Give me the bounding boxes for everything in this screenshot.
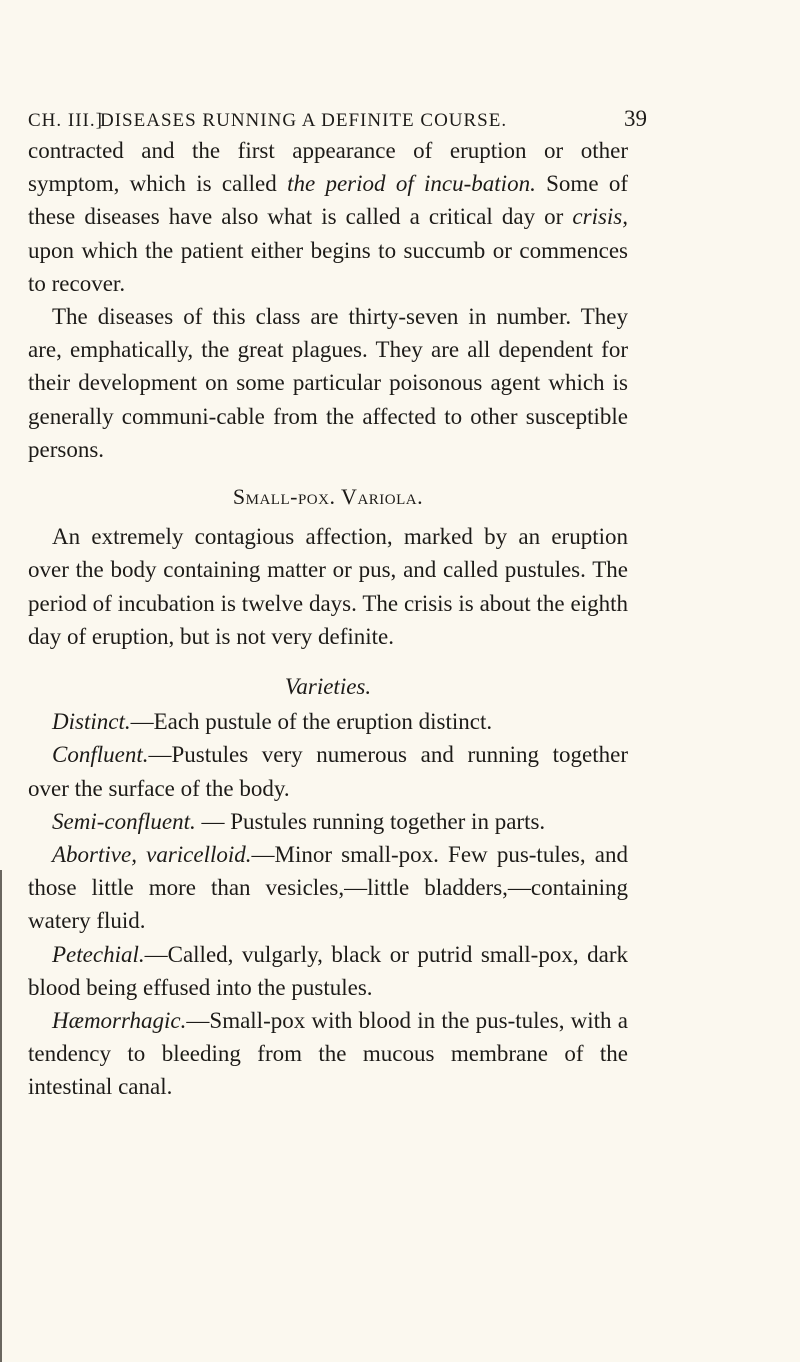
intro-text-3: upon which the patient either begins to succumb or commences to recover. — [28, 237, 628, 296]
variety-term: Hæmorrhagic. — [52, 1008, 187, 1034]
section-description: An extremely contagious affection, marked by an eruption over the body containing matter or pus, and called pustules. The period of incubation is twelve days. The crisis is about the eighth day of eruption, but is not very definite. — [28, 524, 628, 649]
variety-text: —Small-pox with blood in the pus-tules, with a tendency to bleeding from the mucous membrane of the intestinal canal. — [28, 1008, 628, 1100]
variety-term: Distinct. — [52, 709, 131, 735]
variety-item — [28, 838, 628, 938]
variety-text: —Called, vulgarly, black or putrid small-pox, dark blood being effused into the pustules. — [28, 941, 628, 1000]
variety-term: Abortive, varicelloid. — [52, 842, 252, 868]
intro-term-incubation: the period of incu-bation. — [287, 171, 536, 197]
variety-text: —Each pustule of the eruption distinct. — [130, 709, 493, 735]
variety-item — [28, 705, 628, 738]
variety-item — [28, 938, 628, 1004]
variety-text: — Pustules running together in parts. — [195, 808, 546, 834]
section-title: Small-pox. Variola. — [232, 484, 424, 510]
variety-term: Petechial. — [52, 941, 145, 967]
intro-paragraph — [28, 134, 628, 300]
variety-text: —Minor small-pox. Few pus-tules, and those little more than vesicles,—little bladders,—containing watery fluid. — [28, 842, 628, 934]
intro-term-crisis: crisis, — [572, 204, 628, 230]
class-paragraph: The diseases of this class are thirty-seven in number. They are, emphatically, the great plagues. They are all dependent for their development on some particular poisonous agent which is generally communi-cable from the affected to other susceptible persons. — [28, 304, 628, 462]
variety-item — [28, 1004, 628, 1104]
variety-item — [28, 738, 628, 804]
variety-text: —Pustules very numerous and running together over the surface of the body. — [28, 742, 628, 801]
running-title: DISEASES RUNNING A DEFINITE COURSE. — [100, 110, 508, 131]
page-edge-line — [0, 870, 2, 1362]
chapter-label: CH. III.] — [28, 110, 103, 131]
page-number: 39 — [624, 106, 647, 131]
variety-item — [28, 805, 628, 838]
page-body — [28, 134, 628, 1104]
variety-term: Confluent. — [52, 742, 149, 768]
intro-text-2: Some of these diseases have also what is called a critical day or — [28, 171, 628, 230]
intro-text-1: contracted and the first appearance of eruption or other symptom, which is called — [28, 138, 628, 197]
varieties-heading: Varieties. — [284, 674, 372, 700]
variety-term: Semi-confluent. — [52, 808, 196, 834]
